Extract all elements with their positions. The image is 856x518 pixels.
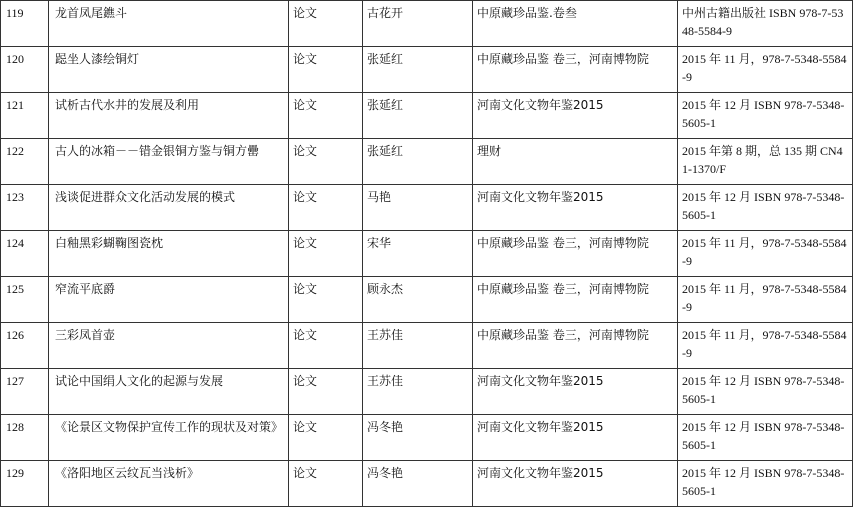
paper-publication: 河南文化文物年鉴2015 — [473, 461, 678, 507]
row-number: 125 — [1, 277, 49, 323]
paper-source: 2015 年 12 月 ISBN 978-7-5348-5605-1 — [678, 461, 853, 507]
paper-title: 《论景区文物保护宣传工作的现状及对策》 — [49, 415, 289, 461]
paper-type: 论文 — [289, 231, 363, 277]
table-body — [1, 1, 853, 507]
row-number: 129 — [1, 461, 49, 507]
paper-title: 三彩凤首壶 — [49, 323, 289, 369]
row-number: 127 — [1, 369, 49, 415]
paper-title: 窄流平底爵 — [49, 277, 289, 323]
paper-title: 试论中国绢人文化的起源与发展 — [49, 369, 289, 415]
paper-source: 中州古籍出版社 ISBN 978-7-5348-5584-9 — [678, 1, 853, 47]
table-row — [1, 139, 853, 185]
table-row — [1, 323, 853, 369]
row-number: 120 — [1, 47, 49, 93]
paper-type: 论文 — [289, 277, 363, 323]
paper-author: 马艳 — [363, 185, 473, 231]
table-row — [1, 47, 853, 93]
table-row — [1, 231, 853, 277]
row-number: 122 — [1, 139, 49, 185]
paper-title: 试析古代水井的发展及利用 — [49, 93, 289, 139]
table-row — [1, 1, 853, 47]
paper-publication: 中原藏珍品鉴 卷三，河南博物院 — [473, 47, 678, 93]
paper-source: 2015 年 12 月 ISBN 978-7-5348-5605-1 — [678, 369, 853, 415]
paper-publication: 中原藏珍品鉴 卷三，河南博物院 — [473, 277, 678, 323]
row-number: 121 — [1, 93, 49, 139]
paper-author: 张延红 — [363, 47, 473, 93]
paper-publication: 理财 — [473, 139, 678, 185]
paper-publication: 河南文化文物年鉴2015 — [473, 369, 678, 415]
paper-publication: 中原藏珍品鉴.卷叁 — [473, 1, 678, 47]
paper-author: 冯冬艳 — [363, 461, 473, 507]
paper-source: 2015 年第 8 期，总 135 期 CN41-1370/F — [678, 139, 853, 185]
paper-source: 2015 年 11 月，978-7-5348-5584-9 — [678, 323, 853, 369]
row-number: 126 — [1, 323, 49, 369]
paper-author: 王苏佳 — [363, 369, 473, 415]
paper-author: 张延红 — [363, 139, 473, 185]
row-number: 124 — [1, 231, 49, 277]
paper-type: 论文 — [289, 93, 363, 139]
paper-publication: 河南文化文物年鉴2015 — [473, 185, 678, 231]
table-row — [1, 277, 853, 323]
paper-type: 论文 — [289, 47, 363, 93]
paper-title: 龙首凤尾鐎斗 — [49, 1, 289, 47]
paper-source: 2015 年 11 月，978-7-5348-5584-9 — [678, 231, 853, 277]
paper-author: 古花开 — [363, 1, 473, 47]
row-number: 123 — [1, 185, 49, 231]
paper-publication: 中原藏珍品鉴 卷三，河南博物院 — [473, 231, 678, 277]
paper-source: 2015 年 12 月 ISBN 978-7-5348-5605-1 — [678, 415, 853, 461]
paper-type: 论文 — [289, 139, 363, 185]
paper-author: 王苏佳 — [363, 323, 473, 369]
paper-title: 白釉黑彩蝴鞠图瓷枕 — [49, 231, 289, 277]
paper-title: 跽坐人漆绘铜灯 — [49, 47, 289, 93]
paper-source: 2015 年 11 月，978-7-5348-5584-9 — [678, 47, 853, 93]
table-row — [1, 461, 853, 507]
paper-type: 论文 — [289, 1, 363, 47]
paper-type: 论文 — [289, 369, 363, 415]
table-row — [1, 93, 853, 139]
paper-type: 论文 — [289, 415, 363, 461]
table-row — [1, 415, 853, 461]
paper-author: 宋华 — [363, 231, 473, 277]
paper-type: 论文 — [289, 461, 363, 507]
paper-title: 浅谈促进群众文化活动发展的模式 — [49, 185, 289, 231]
paper-publication: 河南文化文物年鉴2015 — [473, 93, 678, 139]
row-number: 128 — [1, 415, 49, 461]
paper-title: 《洛阳地区云纹瓦当浅析》 — [49, 461, 289, 507]
paper-source: 2015 年 12 月 ISBN 978-7-5348-5605-1 — [678, 93, 853, 139]
paper-author: 张延红 — [363, 93, 473, 139]
paper-source: 2015 年 12 月 ISBN 978-7-5348-5605-1 — [678, 185, 853, 231]
paper-title: 古人的冰箱－－错金银铜方鉴与铜方罍 — [49, 139, 289, 185]
paper-source: 2015 年 11 月，978-7-5348-5584-9 — [678, 277, 853, 323]
table-row — [1, 369, 853, 415]
paper-author: 顾永杰 — [363, 277, 473, 323]
paper-publication: 河南文化文物年鉴2015 — [473, 415, 678, 461]
row-number: 119 — [1, 1, 49, 47]
paper-type: 论文 — [289, 323, 363, 369]
paper-publication: 中原藏珍品鉴 卷三，河南博物院 — [473, 323, 678, 369]
table-row — [1, 185, 853, 231]
paper-type: 论文 — [289, 185, 363, 231]
paper-author: 冯冬艳 — [363, 415, 473, 461]
